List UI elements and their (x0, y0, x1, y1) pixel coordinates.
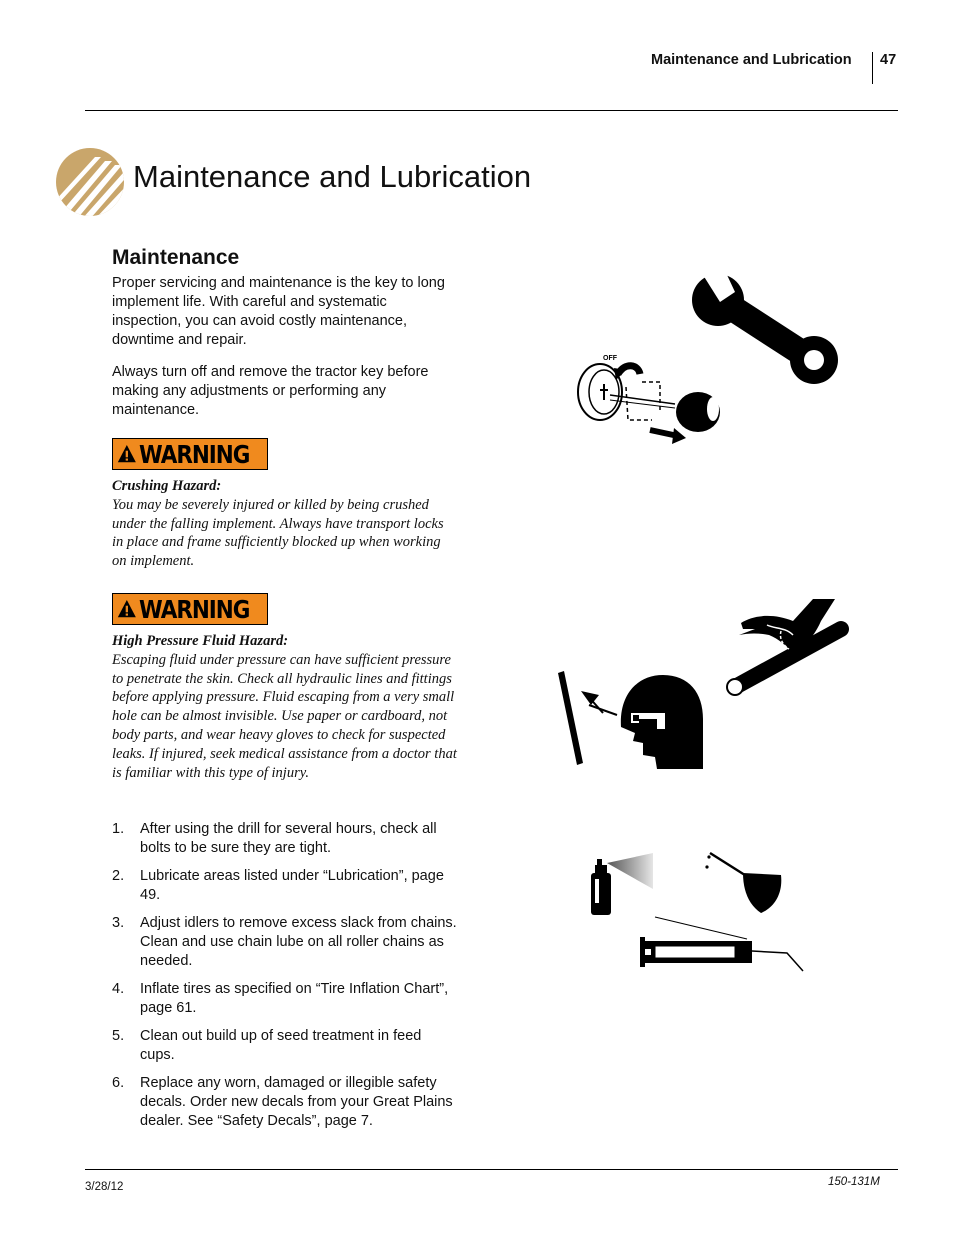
step-text: Clean out build up of seed treatment in feed cups. (140, 1028, 422, 1063)
wrench-icon (692, 262, 838, 384)
top-rule (85, 110, 898, 111)
face-shield-and-glove-icon (553, 595, 853, 775)
step-number: 4. (112, 981, 125, 997)
list-item (112, 1027, 457, 1065)
oil-can-icon (705, 853, 781, 913)
glove-and-hose-icon (727, 599, 841, 695)
hazard-title: Crushing Hazard: (112, 478, 222, 494)
list-item (112, 980, 457, 1018)
warning-triangle-icon (117, 597, 137, 621)
page-number: 47 (880, 52, 897, 68)
great-plains-logo-icon (55, 147, 125, 217)
intro-paragraph: Proper servicing and maintenance is the key to long implement life. With careful and systematic inspection, you can avoid costly maintenance, downtime and repair. (112, 275, 445, 348)
footer-date: 3/28/12 (85, 1181, 124, 1193)
spray-can-icon (591, 853, 653, 915)
warning-badge (112, 438, 268, 470)
hazard-text: Escaping fluid under pressure can have sufficient pressure to penetrate the skin. Check all hydraulic lines and fittings before applying pressure. Fluid escaping from a very small hole can be almost invisible. Use paper or cardboard, not body parts, and wear heavy gloves to check for suspected leaks. If injured, seek medical assistance from a doctor that is familiar with this type of injury. (112, 651, 457, 781)
step-text: Adjust idlers to remove excess slack from chains. Clean and use chain lube on all roller chains as needed. (140, 915, 457, 969)
step-text: After using the drill for several hours, check all bolts to be sure they are tight. (140, 821, 437, 856)
step-number: 6. (112, 1075, 125, 1091)
maintenance-steps-list (112, 820, 457, 1140)
ignition-key-icon (578, 355, 720, 444)
hazard-title: High Pressure Fluid Hazard: (112, 633, 289, 649)
crushing-hazard-warning (112, 477, 457, 571)
step-text: Lubricate areas listed under “Lubrication”, page 49. (140, 868, 444, 903)
list-item (112, 820, 457, 858)
wrench-and-key-icon (570, 262, 840, 447)
face-shield-icon (558, 671, 703, 769)
footer-doc-number: 150-131M (828, 1176, 880, 1188)
chapter-title: Maintenance and Lubrication (133, 159, 532, 194)
step-number: 2. (112, 868, 125, 884)
bottom-rule (85, 1169, 898, 1170)
grease-gun-icon (640, 917, 803, 971)
warning-label: WARNING (138, 439, 250, 469)
hazard-text: You may be severely injured or killed by being crushed under the falling implement. Always have transport locks in place and frame sufficiently blocked up when working on implement. (112, 496, 444, 570)
list-item (112, 1074, 457, 1131)
section-heading: Maintenance (112, 246, 240, 269)
step-number: 5. (112, 1028, 125, 1044)
warning-label: WARNING (138, 594, 250, 624)
list-item (112, 914, 457, 971)
step-text: Inflate tires as specified on “Tire Inflation Chart”, page 61. (140, 981, 449, 1016)
list-item (112, 867, 457, 905)
running-header-title: Maintenance and Lubrication (651, 52, 852, 68)
warning-badge (112, 593, 268, 625)
warning-triangle-icon (117, 442, 137, 466)
key-off-paragraph: Always turn off and remove the tractor key before making any adjustments or performing any maintenance. (112, 364, 429, 418)
high-pressure-fluid-warning (112, 632, 457, 782)
ignition-off-label: OFF (603, 355, 617, 362)
header-divider (872, 52, 873, 84)
step-number: 1. (112, 821, 125, 837)
step-text: Replace any worn, damaged or illegible safety decals. Order new decals from your Great Plains dealer. See “Safety Decals”, page 7. (140, 1075, 453, 1129)
step-number: 3. (112, 915, 125, 931)
spray-oil-grease-gun-icon (585, 843, 810, 975)
